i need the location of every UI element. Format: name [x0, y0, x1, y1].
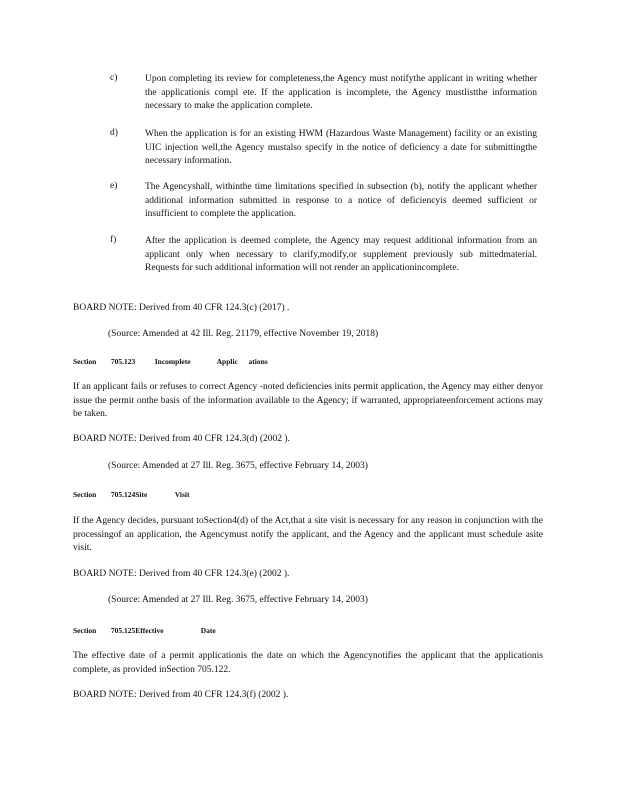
- section-title-part: Incomplete: [154, 357, 191, 366]
- list-item-text: When the application is for an existing HWM (Hazardous Waste Management) facility or an existing UIC injection well,the Agency mustalso specify in the notice of deficiency a date for submittingthe necessary information.: [145, 129, 537, 166]
- board-note: BOARD NOTE: Derived from 40 CFR 124.3(e) (2002 ).: [73, 569, 290, 579]
- section-heading: [73, 357, 268, 366]
- section-heading: [73, 490, 189, 499]
- section-number: 705.125Effective: [110, 626, 164, 635]
- board-note: BOARD NOTE: Derived from 40 CFR 124.3(d) (2002 ).: [73, 434, 290, 444]
- section-number: 705.123: [110, 357, 136, 366]
- section-label: Section: [73, 490, 97, 499]
- section-title-part: Visit: [174, 490, 190, 499]
- source-note: (Source: Amended at 42 Ill. Reg. 21179, effective November 19, 2018): [108, 329, 379, 339]
- section-label: Section: [73, 357, 97, 366]
- source-note: (Source: Amended at 27 Ill. Reg. 3675, effective February 14, 2003): [108, 461, 368, 471]
- section-heading: [73, 626, 216, 635]
- section-title-part: Applic: [216, 357, 238, 366]
- list-marker: f): [110, 235, 117, 245]
- list-marker: d): [110, 128, 118, 138]
- list-marker: e): [110, 181, 118, 191]
- section-number: 705.124Site: [110, 490, 148, 499]
- list-item-text: After the application is deemed complete, the Agency may request additional information from an applicant only when necessary to clarify,modify,or supplement previously sub mittedmaterial. Requests for such additional information will not render an applicationincomplete.: [145, 236, 537, 273]
- body-paragraph: If the Agency decides, pursuant toSection4(d) of the Act,that a site visit is necessary for any reason in conjunction with the processingof an application, the Agencymust notify the applicant, and the Agency and the applicant must schedule asite visit.: [73, 516, 543, 553]
- body-paragraph: The effective date of a permit applicationis the date on which the Agencynotifies the applicant that the applicationis complete, as provided inSection 705.122.: [73, 651, 543, 675]
- body-paragraph: If an applicant fails or refuses to correct Agency -noted deficiencies inits permit application, the Agency may either denyor issue the permit onthe basis of the information available to the Agency; if warranted, appropriateenforcement actions may be taken.: [73, 382, 543, 419]
- list-marker: c): [110, 73, 118, 83]
- section-title-part: Date: [200, 626, 216, 635]
- list-item-text: The Agencyshall, withinthe time limitations specified in subsection (b), notify the applicant whether additional information submitted in response to a notice of deficiencyis deemed sufficient or insufficient to complete the application.: [145, 182, 537, 219]
- board-note: BOARD NOTE: Derived from 40 CFR 124.3(c) (2017) .: [73, 303, 290, 313]
- section-label: Section: [73, 626, 97, 635]
- section-title-part: ations: [248, 357, 268, 366]
- board-note: BOARD NOTE: Derived from 40 CFR 124.3(f) (2002 ).: [73, 690, 289, 700]
- source-note: (Source: Amended at 27 Ill. Reg. 3675, effective February 14, 2003): [108, 595, 368, 605]
- list-item-text: Upon completing its review for completeness,the Agency must notifythe applicant in writing whether the applicationis compl ete. If the application is incomplete, the Agency mustlistthe information necessary to make the application complete.: [145, 74, 537, 111]
